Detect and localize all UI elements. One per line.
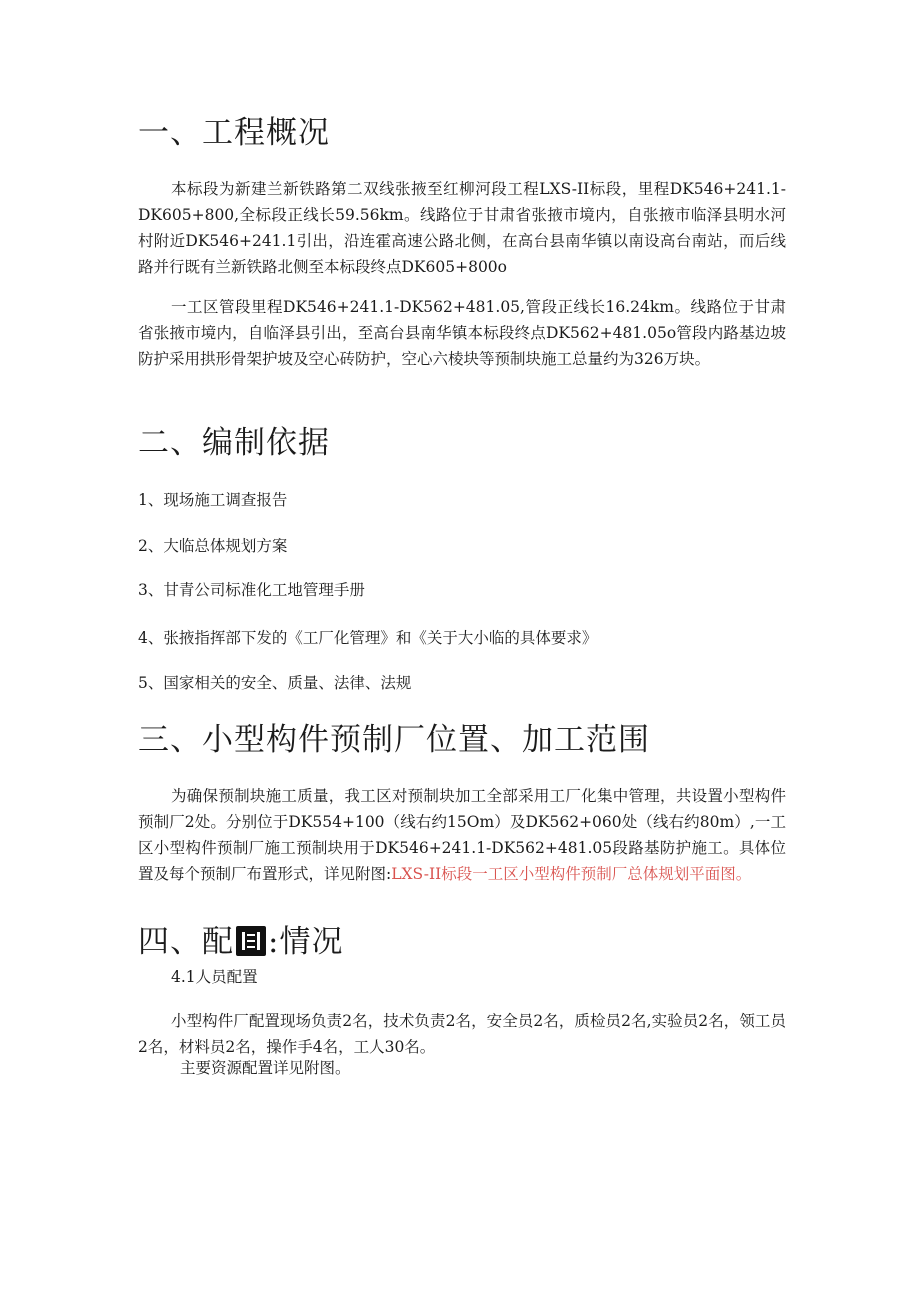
document-icon bbox=[236, 926, 266, 956]
section-2-heading: 二、编制依据 bbox=[138, 425, 330, 461]
basis-item-1: 1、现场施工调查报告 bbox=[138, 491, 288, 509]
section-4-heading bbox=[138, 922, 343, 962]
section-4-paragraph: 小型构件厂配置现场负责2名，技术负责2名，安全员2名，质检员2名,实验员2名，领工员2名，材料员2名，操作手4名，工人30名。 bbox=[138, 1012, 786, 1056]
basis-item-5: 5、国家相关的安全、质量、法律、法规 bbox=[138, 674, 412, 692]
basis-item-2: 2、大临总体规划方案 bbox=[138, 537, 288, 555]
resource-note: 主要资源配置详见附图。 bbox=[180, 1059, 351, 1077]
section-3-paragraph bbox=[138, 783, 786, 887]
basis-item-4: 4、张掖指挥部下发的《工厂化管理》和《关于大小临的具体要求》 bbox=[138, 629, 598, 647]
section-1-heading: 一、工程概况 bbox=[138, 115, 330, 151]
section-3-heading: 三、小型构件预制厂位置、加工范围 bbox=[138, 722, 650, 758]
section-4-heading-start: 四、配 bbox=[138, 924, 234, 960]
site-plan-reference: LXS-II标段一工区小型构件预制厂总体规划平面图。 bbox=[391, 865, 752, 883]
section-1-paragraph-2: 一工区管段里程DK546+241.1-DK562+481.05,管段正线长16.24km。线路位于甘肃省张掖市境内，自临泽县引出，至高台县南华镇本标段终点DK562+481.05o管段内路基边坡防护采用拱形骨架护坡及空心砖防护，空心六棱块等预制块施工总量约为326万块。 bbox=[138, 298, 786, 368]
section-3-paragraph-text: 为确保预制块施工质量，我工区对预制块加工全部采用工厂化集中管理，共设置小型构件预制厂2处。分别位于DK554+100（线右约15Om）及DK562+060处（线右约80m）,一工区小型构件预制厂施工预制块用于DK546+241.1-DK562+481.05段路基防护施工。具体位置及每个预制厂布置形式，详见附图: bbox=[138, 787, 786, 883]
basis-item-3: 3、甘青公司标准化工地管理手册 bbox=[138, 581, 365, 599]
section-4-heading-end: :情况 bbox=[268, 924, 344, 960]
subsection-4-1-heading: 4.1人员配置 bbox=[171, 968, 258, 986]
section-1-paragraph-1: 本标段为新建兰新铁路第二双线张掖至红柳河段工程LXS-II标段，里程DK546+241.1-DK605+800,全标段正线长59.56km。线路位于甘肃省张掖市境内，自张掖市临泽县明水河村附近DK546+241.1引出，沿连霍高速公路北侧，在高台县南华镇以南设高台南站，而后线路并行既有兰新铁路北侧至本标段终点DK605+800o bbox=[138, 180, 786, 276]
